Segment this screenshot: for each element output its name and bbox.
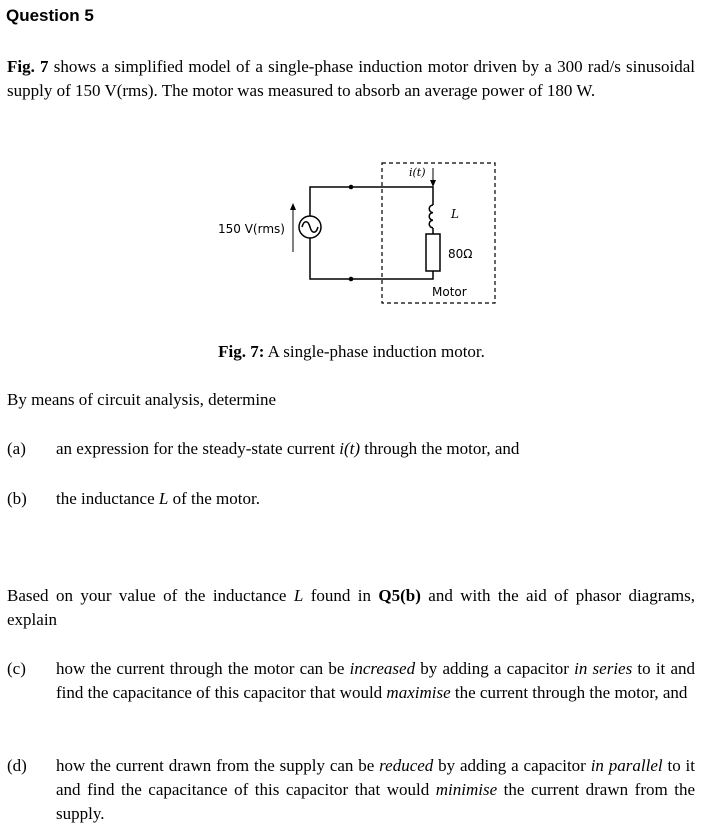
voltage-arrow-icon (290, 203, 296, 252)
inductor-label: L (451, 207, 459, 221)
part-a-math: i(t) (339, 439, 361, 458)
part-a-text-before: an expression for the steady-state current (56, 439, 340, 458)
question-title: Question 5 (6, 6, 94, 25)
based-on-text-2: found in (303, 586, 379, 605)
part-c-emphasis-3: maximise (386, 683, 451, 702)
part-d-label: (d) (7, 756, 27, 775)
part-a-text (56, 437, 695, 461)
part-d-text (56, 754, 695, 826)
ac-source-icon (299, 216, 321, 238)
intro-text: shows a simplified model of a single-phase induction motor driven by a 300 rad/s sinusoidal supply of 150 V(rms). The motor was measured to absorb an average power of 180 W. (7, 57, 695, 100)
figure-caption-text: A single-phase induction motor. (264, 342, 485, 361)
motor-label: Motor (432, 285, 467, 299)
part-d-text-2: by adding a capacitor (433, 756, 591, 775)
part-b-label: (b) (7, 489, 27, 508)
part-c-text-2: by adding a capacitor (415, 659, 575, 678)
part-c-text-1: how the current through the motor can be (56, 659, 350, 678)
circuit-figure (0, 0, 703, 335)
part-b-text-after: of the motor. (168, 489, 260, 508)
based-on-reference: Q5(b) (378, 586, 421, 605)
based-on-paragraph (7, 584, 695, 632)
part-c-text (56, 657, 695, 705)
figure-caption-label: Fig. 7: (218, 342, 265, 361)
part-b-math: L (158, 489, 169, 508)
part-c-text-4: the current through the motor, and (450, 683, 688, 702)
part-b-text (56, 487, 695, 511)
part-c-label: (c) (7, 659, 26, 678)
current-label: i(t) (409, 166, 426, 179)
based-on-text-3: and with the aid of phasor diagrams, explain (7, 586, 696, 629)
based-on-math: L (293, 586, 304, 605)
inductor-icon (429, 205, 433, 228)
current-arrow-icon (430, 168, 436, 187)
resistor-label: 80Ω (448, 247, 473, 261)
motor-box (382, 163, 495, 303)
figure-reference: Fig. 7 (7, 57, 49, 76)
part-d-text-4: the current drawn from the supply. (56, 780, 695, 823)
part-a-label: (a) (7, 439, 26, 458)
terminal-node-top (349, 185, 354, 190)
circuit-wires (310, 187, 433, 279)
part-d-text-1: how the current drawn from the supply can be (56, 756, 380, 775)
part-b-text-before: the inductance (56, 489, 159, 508)
part-d-text-3: to it and find the capacitance of this capacitor that would (56, 756, 695, 799)
part-c-emphasis-2: in series (574, 659, 633, 678)
part-d-emphasis-1: reduced (379, 756, 434, 775)
figure-caption (0, 340, 703, 364)
based-on-text-1: Based on your value of the inductance (7, 586, 294, 605)
resistor-icon (426, 234, 440, 271)
determine-text: By means of circuit analysis, determine (7, 390, 277, 409)
source-label: 150 V(rms) (218, 222, 285, 236)
part-c-text-3: to it and find the capacitance of this capacitor that would (56, 659, 696, 702)
part-d-emphasis-2: in parallel (590, 756, 663, 775)
part-c-emphasis-1: increased (349, 659, 416, 678)
part-a-text-after: through the motor, and (360, 439, 520, 458)
terminal-node-bottom (349, 277, 354, 282)
part-d-emphasis-3: minimise (435, 780, 498, 799)
